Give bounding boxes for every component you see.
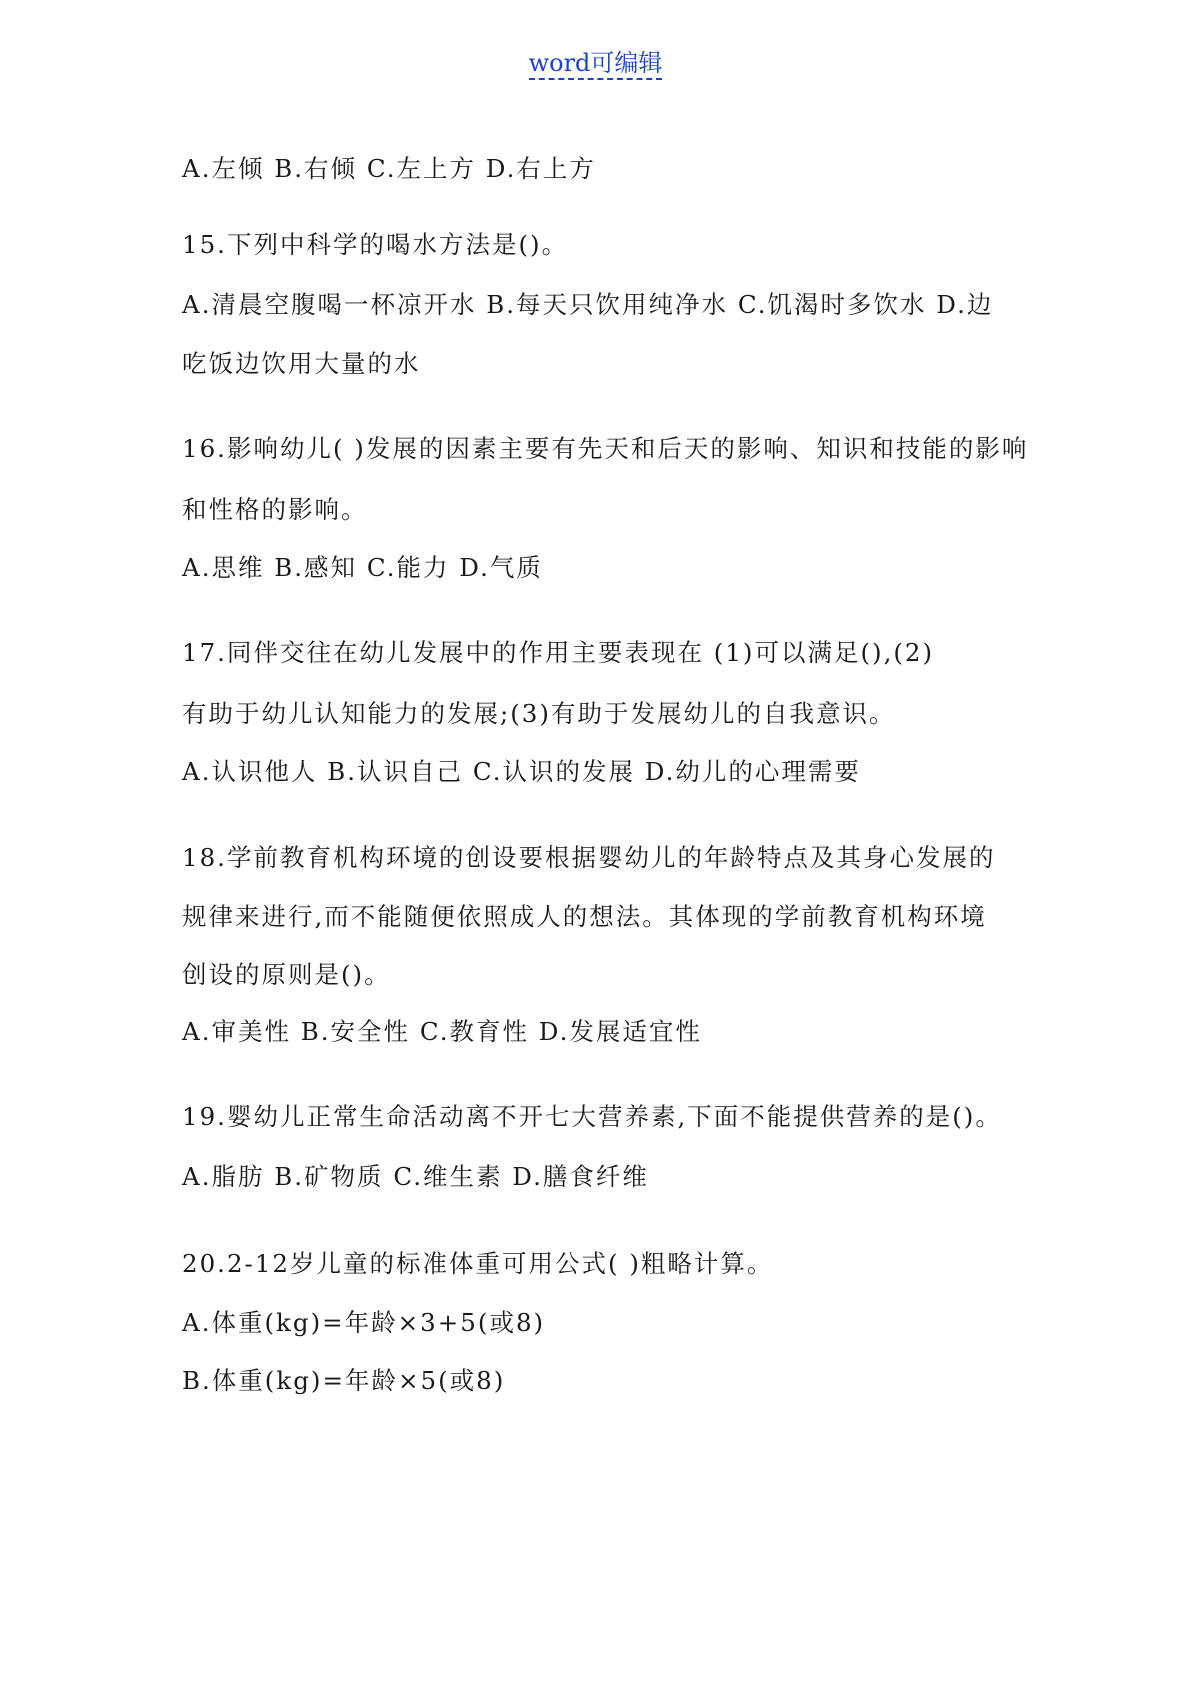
- q17-stem-line2: 有助于幼儿认知能力的发展;(3)有助于发展幼儿的自我意识。: [182, 699, 896, 728]
- q15-stem: 15.下列中科学的喝水方法是()。: [182, 230, 569, 259]
- q15-options-line2: 吃饭边饮用大量的水: [182, 349, 421, 378]
- q20-option-b: B.体重(kg)=年龄×5(或8): [182, 1366, 506, 1395]
- q19-stem: 19.婴幼儿正常生命活动离不开七大营养素,下面不能提供营养的是()。: [182, 1102, 1002, 1131]
- page-header: [0, 46, 1191, 80]
- q20-option-a: A.体重(kg)=年龄×3+5(或8): [182, 1308, 546, 1337]
- q20-stem: 20.2-12岁儿童的标准体重可用公式( )粗略计算。: [182, 1249, 774, 1278]
- word-editable-link[interactable]: word可编辑: [529, 49, 663, 80]
- q18-stem-line1: 18.学前教育机构环境的创设要根据婴幼儿的年龄特点及其身心发展的: [182, 843, 996, 872]
- q17-stem-line1: 17.同伴交往在幼儿发展中的作用主要表现在 (1)可以满足(),(2): [182, 638, 935, 667]
- q15-options-line1: A.清晨空腹喝一杯凉开水 B.每天只饮用纯净水 C.饥渴时多饮水 D.边: [182, 290, 994, 319]
- q16-options: A.思维 B.感知 C.能力 D.气质: [182, 553, 543, 582]
- q18-stem-line3: 创设的原则是()。: [182, 960, 391, 989]
- q16-stem-line1: 16.影响幼儿( )发展的因素主要有先天和后天的影响、知识和技能的影响: [182, 434, 1029, 463]
- q18-options: A.审美性 B.安全性 C.教育性 D.发展适宜性: [182, 1017, 702, 1046]
- q18-stem-line2: 规律来进行,而不能随便依照成人的想法。其体现的学前教育机构环境: [182, 902, 987, 931]
- q19-options: A.脂肪 B.矿物质 C.维生素 D.膳食纤维: [182, 1162, 649, 1191]
- q16-stem-line2: 和性格的影响。: [182, 495, 368, 524]
- q17-options: A.认识他人 B.认识自己 C.认识的发展 D.幼儿的心理需要: [182, 757, 861, 786]
- q14-options: A.左倾 B.右倾 C.左上方 D.右上方: [182, 154, 596, 183]
